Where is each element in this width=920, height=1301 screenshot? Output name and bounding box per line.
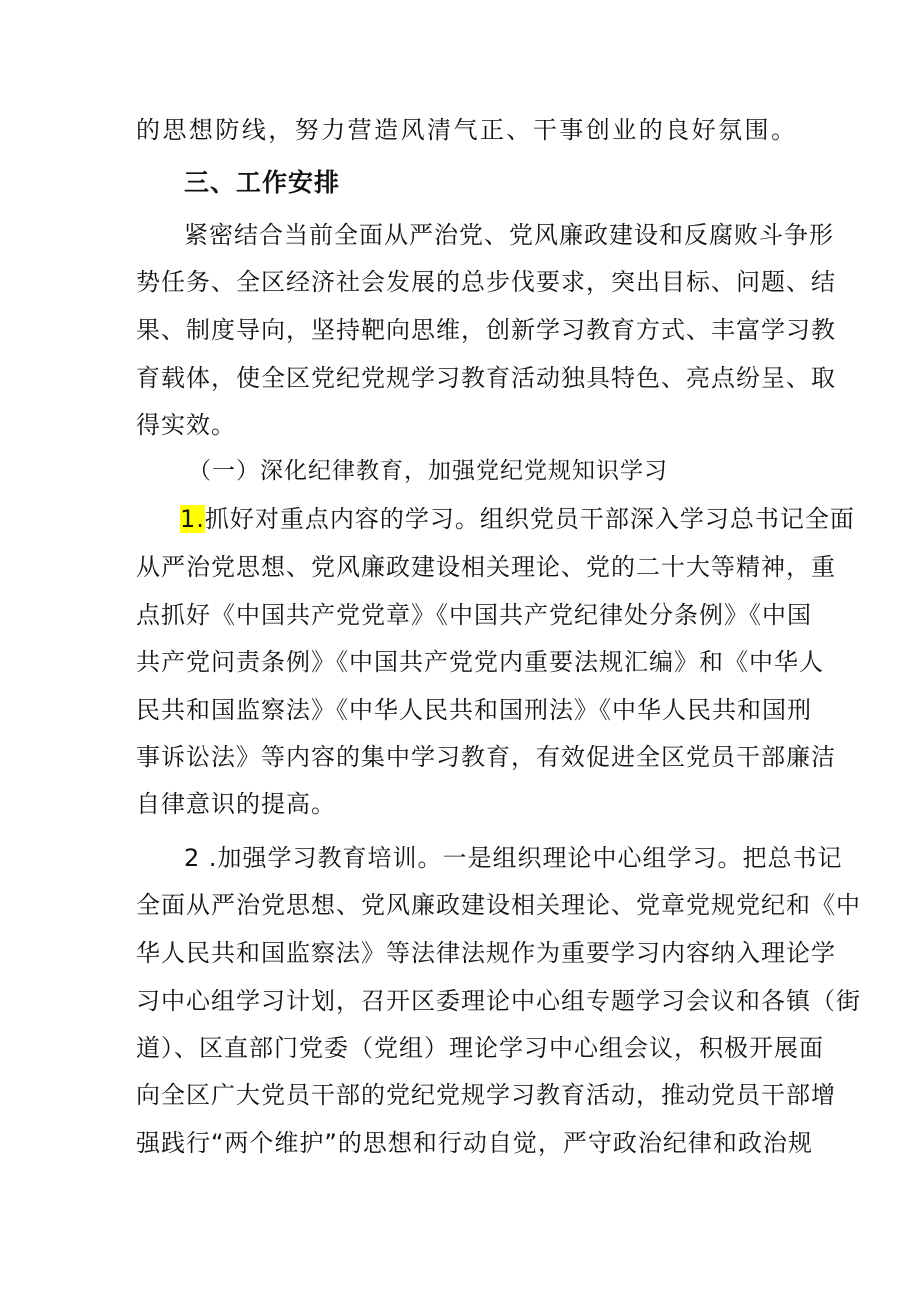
- body-line: 得实效。: [136, 411, 236, 439]
- body-line: 习中心组学习计划，召开区委理论中心组专题学习会议和各镇（街: [136, 987, 861, 1015]
- body-line: 果、制度导向，坚持靶向思维，创新学习教育方式、丰富学习教: [136, 316, 836, 344]
- body-line: 2 .加强学习教育培训。一是组织理论中心组学习。把总书记: [184, 844, 843, 872]
- body-text: 抓好对重点内容的学习。组织党员干部深入学习总书记全面: [204, 505, 855, 533]
- body-line: 强践行“两个维护”的思想和行动自觉，严守政治纪律和政治规: [136, 1129, 813, 1157]
- body-line: 从严治党思想、党风廉政建设相关理论、党的二十大等精神，重: [136, 553, 836, 581]
- body-line: 共产党问责条例》《中国共产党党内重要法规汇编》和《中华人: [136, 648, 824, 676]
- body-line: 全面从严治党思想、党风廉政建设相关理论、党章党规党纪和《中: [136, 891, 861, 919]
- body-line: 向全区广大党员干部的党纪党规学习教育活动，推动党员干部增: [136, 1081, 836, 1109]
- body-line: 民共和国监察法》《中华人民共和国刑法》《中华人民共和国刑: [136, 696, 812, 724]
- body-line: 道）、区直部门党委（党组）理论学习中心组会议，积极开展面: [136, 1034, 824, 1062]
- body-line: 点抓好《中国共产党党章》《中国共产党纪律处分条例》《中国: [136, 601, 812, 629]
- body-line: 事诉讼法》等内容的集中学习教育，有效促进全区党员干部廉洁: [136, 743, 836, 771]
- body-line: 紧密结合当前全面从严治党、党风廉政建设和反腐败斗争形: [184, 221, 834, 249]
- body-line: 华人民共和国监察法》等法律法规作为重要学习内容纳入理论学: [136, 939, 836, 967]
- numbered-paragraph-line: [180, 499, 855, 539]
- body-line: 势任务、全区经济社会发展的总步伐要求，突出目标、问题、结: [136, 268, 836, 296]
- highlighted-number: 1.: [180, 505, 205, 533]
- body-line: 自律意识的提高。: [136, 790, 336, 818]
- subsection-heading: （一）深化纪律教育，加强党纪党规知识学习: [188, 458, 668, 484]
- section-heading: 三、工作安排: [184, 168, 341, 197]
- body-line: 育载体，使全区党纪党规学习教育活动独具特色、亮点纷呈、取: [136, 364, 836, 392]
- body-line: 的思想防线，努力营造风清气正、干事创业的良好氛围。: [136, 116, 796, 144]
